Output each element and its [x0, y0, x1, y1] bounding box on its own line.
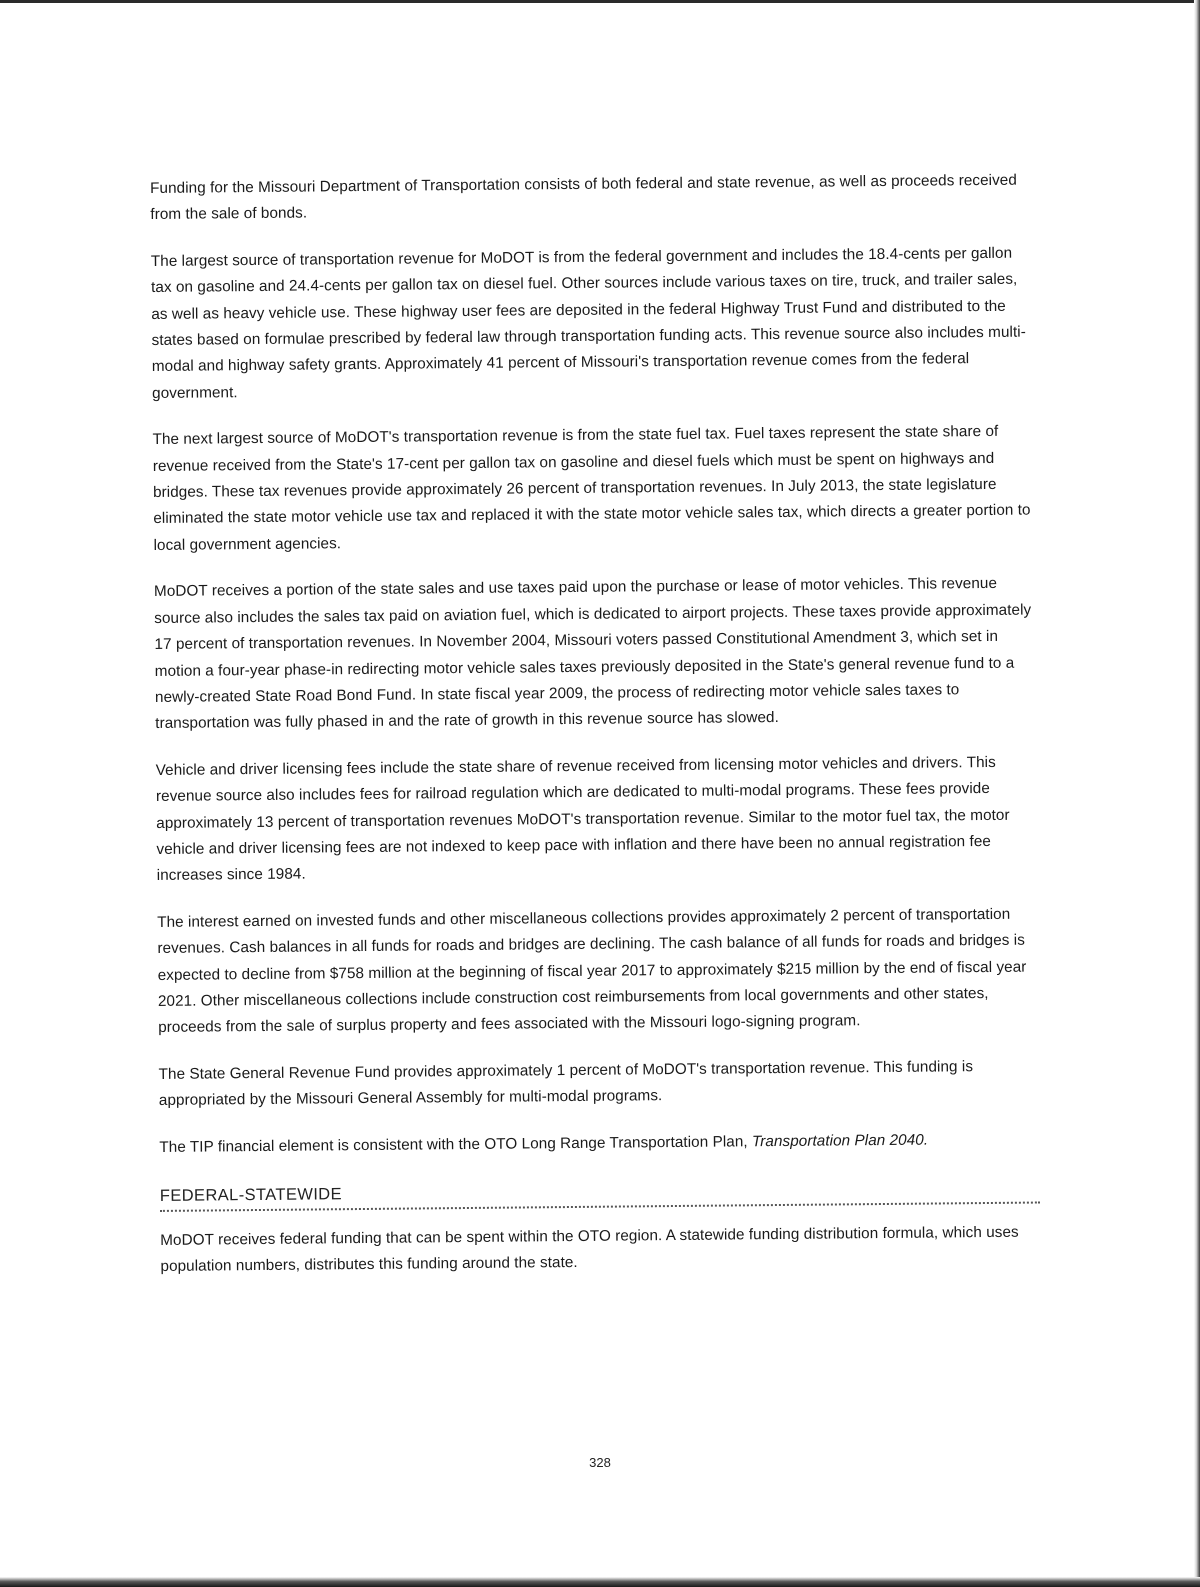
scan-border-right	[1194, 0, 1200, 1587]
scan-border-bottom	[0, 1577, 1200, 1587]
section-heading-federal-statewide: FEDERAL-STATEWIDE	[160, 1179, 1040, 1212]
state-fuel-tax-paragraph: The next largest source of MoDOT's transportation revenue is from the state fuel tax. Fuel taxes represent the state share of revenue received from the State's 17-cent per gallon tax on gasoline and diesel fuels which must be spent on highways and bridges. These tax revenues provide approximately 26 percent of transportation revenues. In July 2013, the state legislature eliminated the state motor vehicle use tax and replaced it with the state motor vehicle sales tax, which directs a greater portion to local government agencies.	[152, 423, 1031, 554]
interest-misc-paragraph: The interest earned on invested funds and other miscellaneous collections provides approximately 2 percent of transportation revenues. Cash balances in all funds for roads and bridges are declining. The cash balance of all funds for roads and bridges is expected to decline from $758 million at the beginning of fiscal year 2017 to approximately $215 million by the end of fiscal year 2021. Other miscellaneous collections include construction cost reimbursements from local governments and other states, proceeds from the sale of surplus property and fees associated with the Missouri logo-signing program.	[157, 905, 1027, 1037]
document-page	[150, 168, 1041, 1301]
federal-statewide-paragraph: MoDOT receives federal funding that can be spent within the OTO region. A statewide funding distribution formula, which uses population numbers, distributes this funding around the state.	[160, 1223, 1019, 1276]
licensing-fees-paragraph: Vehicle and driver licensing fees include the state share of revenue received from licensing motor vehicles and drivers. This revenue source also includes fees for railroad regulation which are dedicated to multi-modal programs. These fees provide approximately 13 percent of transportation revenues MoDOT's transportation revenue. Similar to the motor fuel tax, the motor vehicle and driver licensing fees are not indexed to keep pace with inflation and there have been no annual registration fee increases since 1984.	[155, 753, 1010, 885]
federal-revenue-paragraph: The largest source of transportation revenue for MoDOT is from the federal government and includes the 18.4-cents per gallon tax on gasoline and 24.4-cents per gallon tax on diesel fuel. Other sources include various taxes on tire, truck, and trailer sales, as well as heavy vehicle use. These highway user fees are deposited in the federal Highway Trust Fund and distributed to the states based on formulae prescribed by federal law through transportation funding acts. This revenue source also includes multi-modal and highway safety grants. Approximately 41 percent of Missouri's transportation revenue comes from the federal government.	[150, 244, 1026, 402]
scan-border-top	[0, 0, 1200, 3]
page-number: 328	[589, 1455, 611, 1470]
tip-consistency-paragraph	[159, 1126, 1039, 1161]
tip-statement-text: The TIP financial element is consistent with the OTO Long Range Transportation Plan,	[159, 1132, 753, 1156]
plan-title: Transportation Plan 2040.	[751, 1131, 929, 1150]
funding-intro-paragraph: Funding for the Missouri Department of Transportation consists of both federal and state revenue, as well as proceeds received from the sale of bonds.	[150, 171, 1017, 224]
sales-use-tax-paragraph: MoDOT receives a portion of the state sales and use taxes paid upon the purchase or lease of motor vehicles. This revenue source also includes the sales tax paid on aviation fuel, which is dedicated to airport projects. These taxes provide approximately 17 percent of transportation revenues. In November 2004, Missouri voters passed Constitutional Amendment 3, which set in motion a four-year phase-in redirecting motor vehicle sales taxes previously deposited in the State's general revenue fund to a newly-created State Road Bond Fund. In state fiscal year 2009, the process of redirecting motor vehicle sales taxes to transportation was fully phased in and the rate of growth in this revenue source has slowed.	[153, 575, 1032, 733]
general-revenue-paragraph: The State General Revenue Fund provides approximately 1 percent of MoDOT's transportation revenue. This funding is appropriated by the Missouri General Assembly for multi-modal programs.	[158, 1057, 974, 1110]
